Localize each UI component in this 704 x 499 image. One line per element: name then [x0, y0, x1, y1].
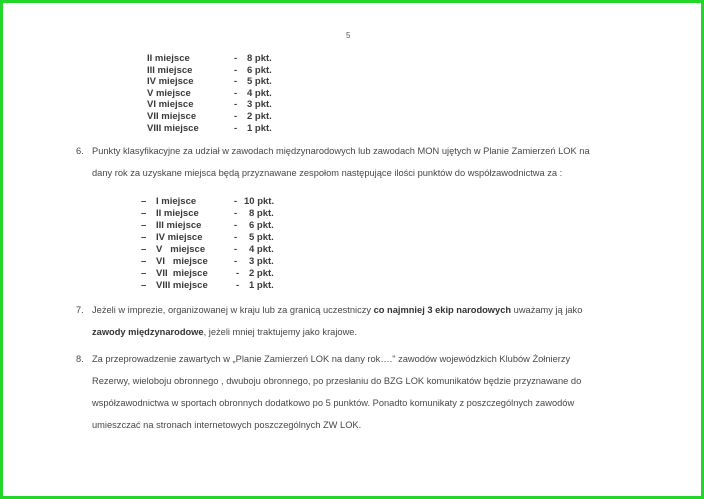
points-value: 2 pkt.: [247, 110, 272, 122]
bullet: –: [141, 232, 147, 243]
points-value: 2 pkt.: [249, 268, 274, 279]
place-label: VI miejsce: [156, 256, 208, 267]
paragraph-line: Za przeprowadzenie zawartych w „Planie Zamierzeń LOK na dany rok…." zawodów wojewódzkich Klubów Żołnierzy: [92, 354, 571, 364]
table-row: [147, 65, 307, 77]
place-label: VII miejsce: [147, 110, 197, 122]
place-label: VIII miejsce: [147, 122, 199, 134]
dash: -: [236, 280, 240, 291]
table-row: [147, 53, 307, 65]
place-label: IV miejsce: [156, 232, 203, 243]
table-row: [141, 280, 301, 292]
place-label: IV miejsce: [147, 76, 194, 88]
bold-phrase: zawody międzynarodowe: [92, 327, 204, 337]
bullet: –: [141, 244, 147, 255]
dash: -: [234, 99, 238, 111]
table-row: [141, 244, 301, 256]
points-value: 3 pkt.: [247, 99, 272, 111]
points-value: 10 pkt.: [244, 196, 275, 207]
table-row: [141, 268, 301, 280]
place-label: I miejsce: [156, 196, 197, 207]
place-label: III miejsce: [147, 64, 193, 76]
points-value: 5 pkt.: [249, 232, 274, 243]
points-value: 8 pkt.: [247, 53, 272, 64]
dash: -: [234, 256, 238, 267]
dash: -: [234, 196, 238, 207]
paragraph-8: [76, 348, 686, 436]
points-value: 6 pkt.: [247, 64, 272, 76]
place-label: VI miejsce: [147, 99, 194, 111]
table-row: [141, 256, 301, 268]
place-label: III miejsce: [156, 220, 202, 231]
dash: -: [234, 208, 238, 219]
points-value: 3 pkt.: [249, 256, 274, 267]
bullet: –: [141, 280, 147, 291]
table-row: [141, 232, 301, 244]
dash: -: [234, 53, 238, 64]
place-label: V miejsce: [156, 244, 206, 255]
place-label: II miejsce: [156, 208, 199, 219]
page-number: 5: [346, 31, 351, 40]
bold-phrase: co najmniej 3 ekip narodowych: [373, 305, 512, 315]
bullet: –: [141, 256, 147, 267]
bullet: –: [141, 220, 147, 231]
table-row: [141, 196, 301, 208]
paragraph-line: dany rok za uzyskane miejsca będą przyznawane zespołom następujące ilości punktów do współzawodnictwa za :: [92, 168, 563, 178]
text-run: Jeżeli w imprezie, organizowanej w kraju lub za granicą uczestniczy: [92, 305, 374, 315]
dash: -: [234, 220, 238, 231]
table-row: [147, 99, 307, 111]
bullet: –: [141, 196, 147, 207]
points-value: 5 pkt.: [247, 76, 272, 88]
points-table-1: [147, 53, 307, 134]
paragraph-line: Rezerwy, wieloboju obronnego , dwuboju obronnego, po przesłaniu do BZG LOK komunikatów będzie przyznawane do: [92, 376, 582, 386]
points-value: 1 pkt.: [249, 280, 274, 291]
place-label: VII miejsce: [156, 268, 208, 279]
text-run: , jeżeli mniej traktujemy jako krajowe.: [203, 327, 358, 337]
table-row: [147, 111, 307, 123]
table-row: [141, 208, 301, 220]
paragraph-number: 6.: [76, 146, 84, 156]
dash: -: [234, 87, 238, 99]
points-value: 4 pkt.: [247, 87, 272, 99]
points-value: 4 pkt.: [249, 244, 274, 255]
paragraph-number: 8.: [76, 354, 84, 364]
dash: -: [234, 64, 238, 76]
paragraph-line: współzawodnictwa w sportach obronnych dodatkowo po 5 punktów. Ponadto komunikaty z poszczególnych zawodów: [92, 398, 575, 408]
paragraph-7: [76, 299, 686, 343]
table-row: [147, 76, 307, 88]
dash: -: [234, 232, 238, 243]
paragraph-6: [76, 140, 686, 184]
dash: -: [234, 244, 238, 255]
dash: -: [234, 76, 238, 88]
paragraph-line: [92, 321, 357, 343]
paragraph-line: Punkty klasyfikacyjne za udział w zawodach międzynarodowych lub zawodach MON ujętych w Planie Zamierzeń LOK na: [92, 146, 590, 156]
table-row: [141, 220, 301, 232]
bullet: –: [141, 268, 147, 279]
place-label: VIII miejsce: [156, 280, 208, 291]
table-row: [147, 123, 307, 135]
points-value: 6 pkt.: [249, 220, 274, 231]
dash: -: [234, 122, 238, 134]
points-value: 1 pkt.: [247, 122, 272, 134]
paragraph-number: 7.: [76, 305, 84, 315]
paragraph-line: [92, 299, 582, 321]
table-row: [147, 88, 307, 100]
dash: -: [236, 268, 240, 279]
text-run: uważamy ją jako: [511, 305, 583, 315]
place-label: II miejsce: [147, 53, 190, 64]
place-label: V miejsce: [147, 87, 191, 99]
dash: -: [234, 110, 238, 122]
paragraph-line: umieszczać na stronach internetowych poszczególnych ZW LOK.: [92, 420, 362, 430]
points-value: 8 pkt.: [249, 208, 274, 219]
bullet: –: [141, 208, 147, 219]
points-table-2: [141, 196, 301, 292]
